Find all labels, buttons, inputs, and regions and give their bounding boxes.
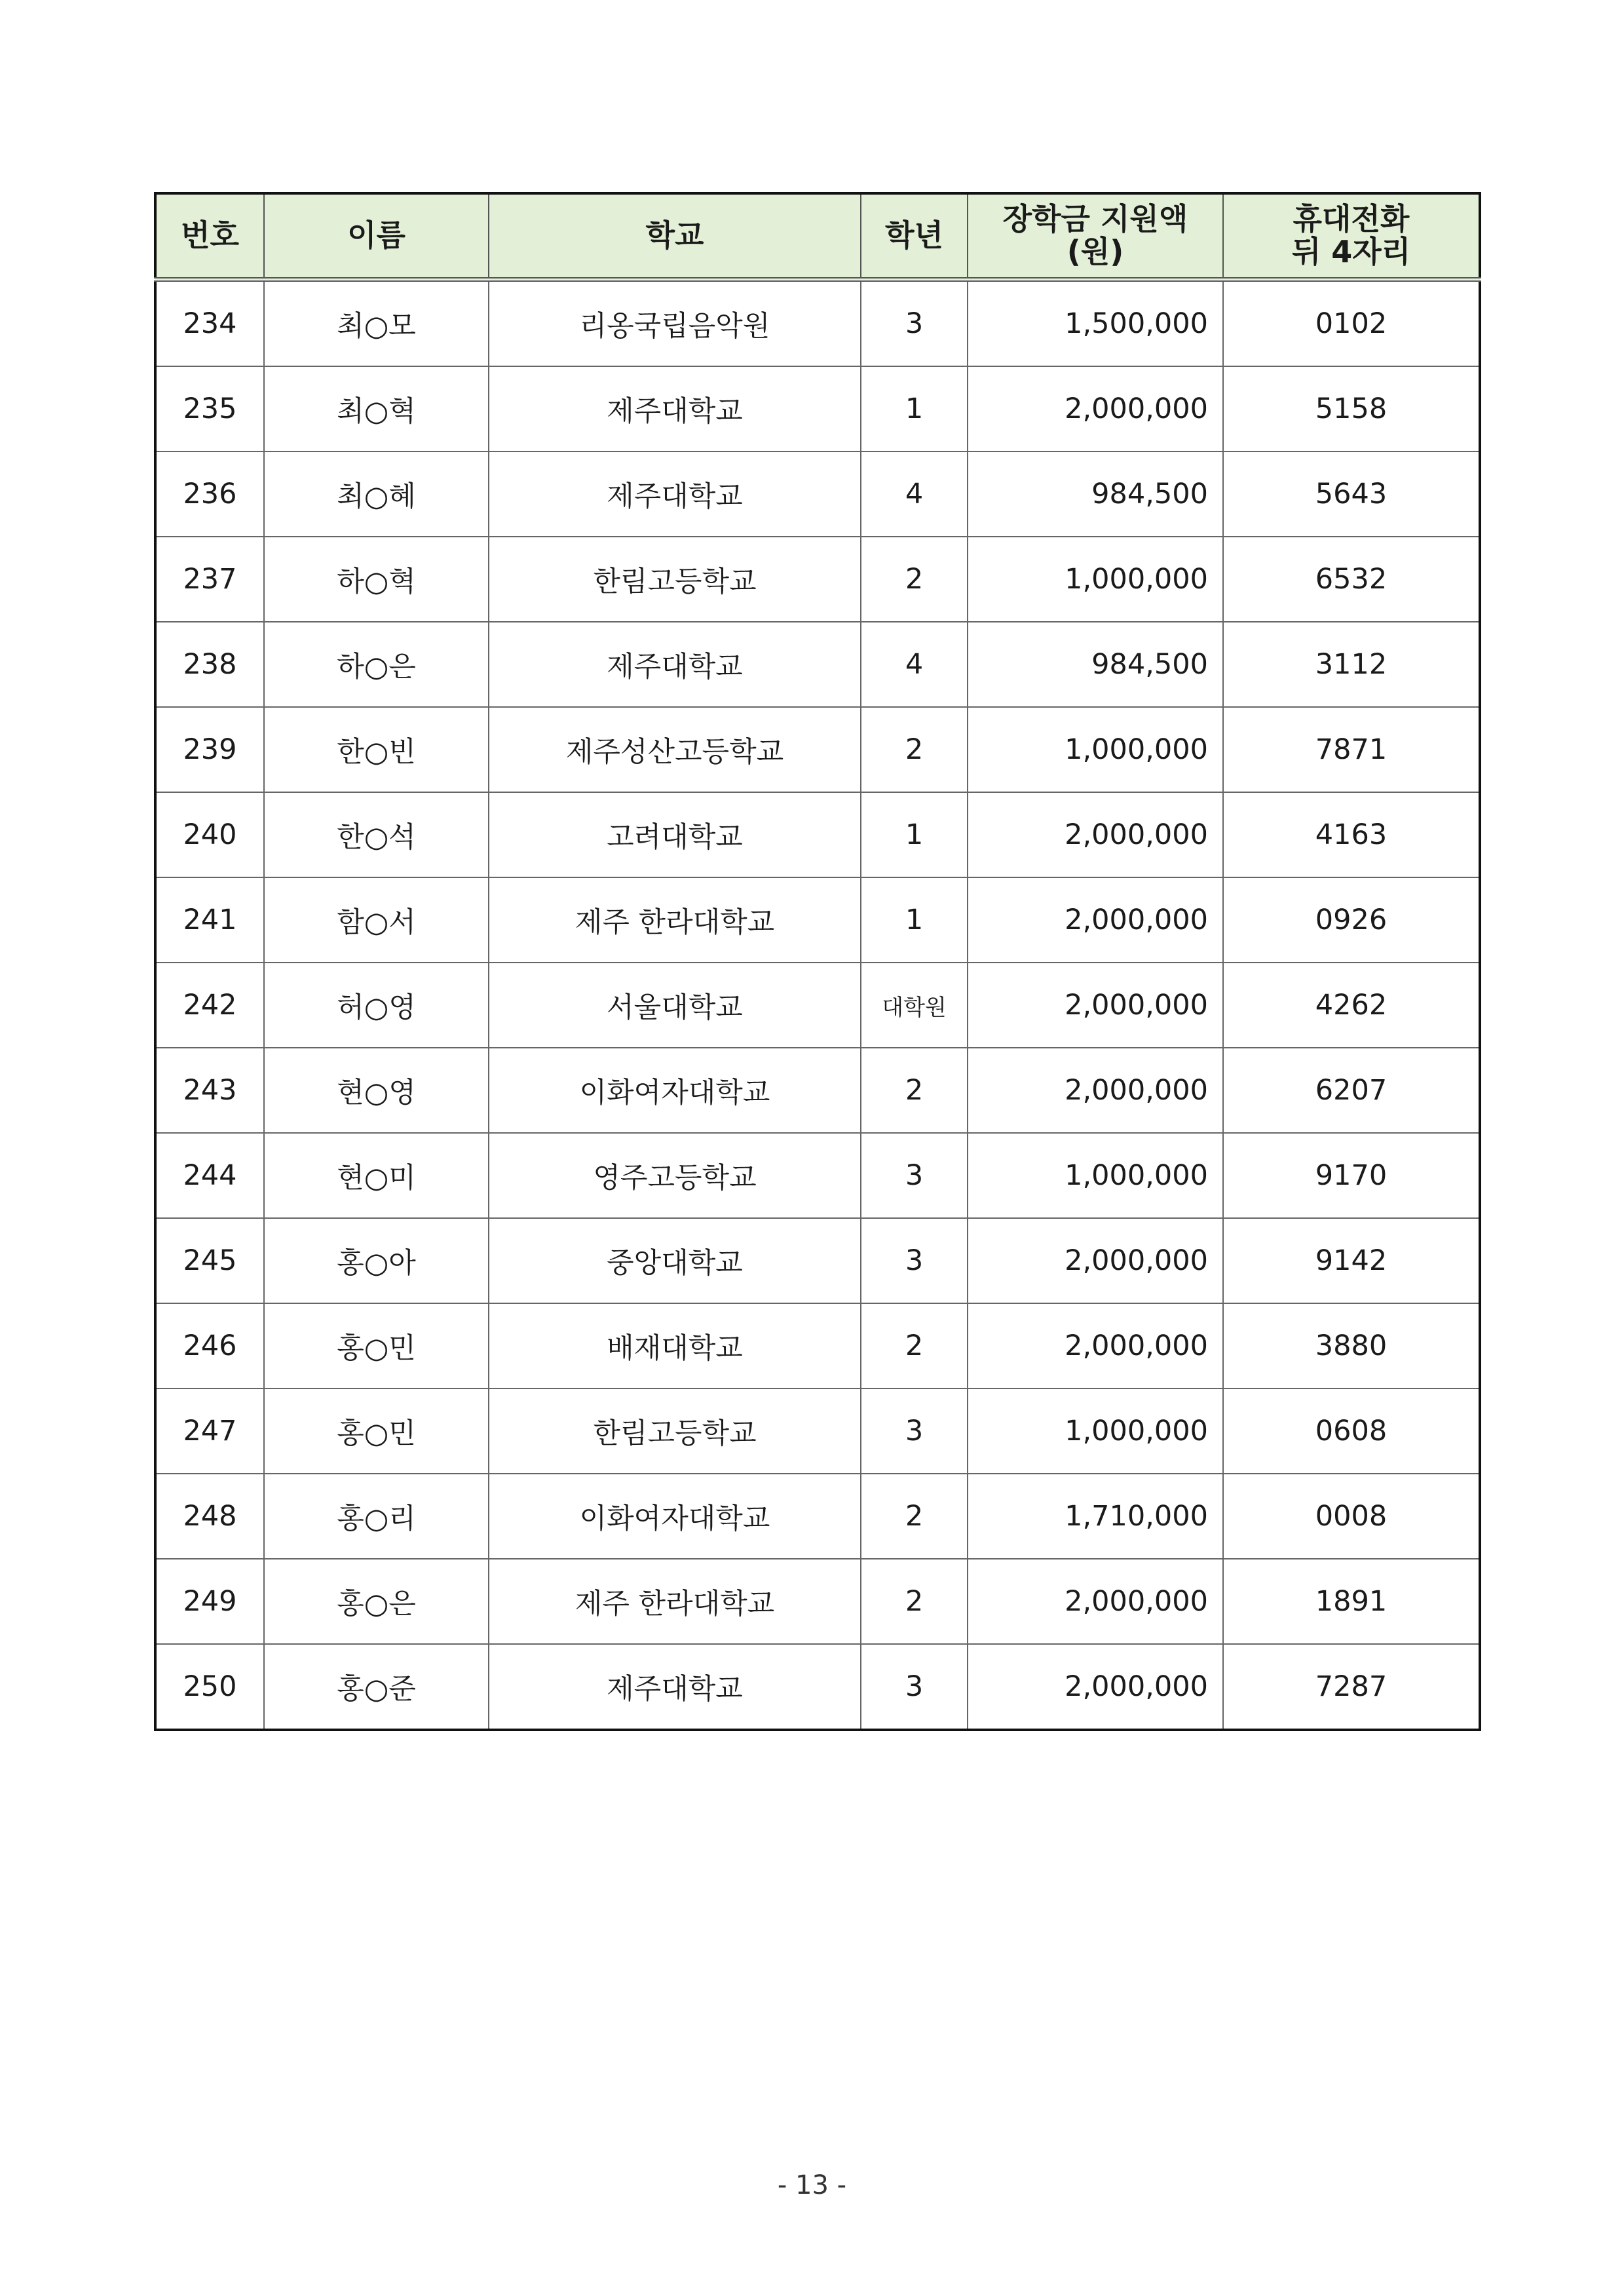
table-row — [155, 1644, 1480, 1730]
cell-amount: 2,000,000 — [968, 366, 1223, 451]
cell-no: 246 — [155, 1303, 264, 1388]
cell-phone: 6207 — [1223, 1048, 1480, 1133]
cell-name: 하○은 — [264, 622, 489, 707]
cell-amount: 1,000,000 — [968, 537, 1223, 622]
header-amount — [968, 193, 1223, 280]
cell-grade: 대학원 — [861, 963, 968, 1048]
cell-school: 제주성산고등학교 — [489, 707, 861, 792]
cell-name: 홍○민 — [264, 1303, 489, 1388]
table-body — [155, 280, 1480, 1731]
cell-no: 247 — [155, 1388, 264, 1474]
header-name: 이름 — [264, 193, 489, 280]
cell-school: 이화여자대학교 — [489, 1474, 861, 1559]
cell-phone: 7871 — [1223, 707, 1480, 792]
cell-name: 최○모 — [264, 280, 489, 367]
header-row — [155, 193, 1480, 280]
cell-phone: 4262 — [1223, 963, 1480, 1048]
table-row — [155, 1388, 1480, 1474]
cell-grade: 3 — [861, 1218, 968, 1303]
cell-grade: 4 — [861, 622, 968, 707]
table-row — [155, 1559, 1480, 1644]
cell-amount: 2,000,000 — [968, 963, 1223, 1048]
cell-no: 236 — [155, 451, 264, 537]
cell-phone: 4163 — [1223, 792, 1480, 877]
cell-no: 238 — [155, 622, 264, 707]
cell-amount: 1,000,000 — [968, 1133, 1223, 1218]
header-no: 번호 — [155, 193, 264, 280]
cell-phone: 6532 — [1223, 537, 1480, 622]
table-row — [155, 707, 1480, 792]
cell-school: 이화여자대학교 — [489, 1048, 861, 1133]
cell-amount: 1,000,000 — [968, 1388, 1223, 1474]
cell-grade: 3 — [861, 1388, 968, 1474]
table-row — [155, 1048, 1480, 1133]
cell-phone: 0926 — [1223, 877, 1480, 963]
cell-phone: 0102 — [1223, 280, 1480, 367]
table-row — [155, 1218, 1480, 1303]
cell-grade: 2 — [861, 1474, 968, 1559]
cell-school: 고려대학교 — [489, 792, 861, 877]
table-row — [155, 1474, 1480, 1559]
cell-amount: 2,000,000 — [968, 792, 1223, 877]
header-grade: 학년 — [861, 193, 968, 280]
table-row — [155, 792, 1480, 877]
cell-amount: 2,000,000 — [968, 1303, 1223, 1388]
cell-school: 중앙대학교 — [489, 1218, 861, 1303]
cell-no: 242 — [155, 963, 264, 1048]
cell-name: 현○영 — [264, 1048, 489, 1133]
cell-school: 제주대학교 — [489, 366, 861, 451]
cell-grade: 2 — [861, 1048, 968, 1133]
cell-name: 홍○은 — [264, 1559, 489, 1644]
cell-no: 249 — [155, 1559, 264, 1644]
cell-grade: 2 — [861, 537, 968, 622]
cell-name: 허○영 — [264, 963, 489, 1048]
cell-name: 홍○민 — [264, 1388, 489, 1474]
cell-no: 234 — [155, 280, 264, 367]
cell-no: 250 — [155, 1644, 264, 1730]
table-row — [155, 1303, 1480, 1388]
cell-grade: 2 — [861, 1559, 968, 1644]
cell-amount: 2,000,000 — [968, 877, 1223, 963]
cell-school: 제주대학교 — [489, 622, 861, 707]
table-row — [155, 622, 1480, 707]
header-amount-line1: 장학금 지원액 — [1002, 201, 1188, 237]
cell-phone: 5643 — [1223, 451, 1480, 537]
cell-grade: 3 — [861, 1133, 968, 1218]
cell-grade: 1 — [861, 366, 968, 451]
cell-no: 245 — [155, 1218, 264, 1303]
cell-school: 배재대학교 — [489, 1303, 861, 1388]
cell-name: 한○빈 — [264, 707, 489, 792]
cell-school: 제주대학교 — [489, 451, 861, 537]
cell-amount: 984,500 — [968, 622, 1223, 707]
table-row — [155, 877, 1480, 963]
cell-phone: 0608 — [1223, 1388, 1480, 1474]
cell-phone: 3880 — [1223, 1303, 1480, 1388]
cell-no: 235 — [155, 366, 264, 451]
table-row — [155, 280, 1480, 367]
header-phone-line2: 뒤 4자리 — [1291, 234, 1411, 269]
table-row — [155, 963, 1480, 1048]
cell-school: 서울대학교 — [489, 963, 861, 1048]
cell-no: 241 — [155, 877, 264, 963]
cell-name: 홍○아 — [264, 1218, 489, 1303]
cell-name: 홍○준 — [264, 1644, 489, 1730]
header-school: 학교 — [489, 193, 861, 280]
cell-grade: 2 — [861, 707, 968, 792]
cell-grade: 1 — [861, 877, 968, 963]
cell-no: 243 — [155, 1048, 264, 1133]
cell-amount: 1,500,000 — [968, 280, 1223, 367]
cell-amount: 2,000,000 — [968, 1644, 1223, 1730]
cell-grade: 3 — [861, 280, 968, 367]
cell-amount: 2,000,000 — [968, 1559, 1223, 1644]
cell-amount: 1,710,000 — [968, 1474, 1223, 1559]
cell-phone: 3112 — [1223, 622, 1480, 707]
cell-no: 239 — [155, 707, 264, 792]
cell-name: 한○석 — [264, 792, 489, 877]
cell-school: 제주 한라대학교 — [489, 877, 861, 963]
scholarship-table — [154, 192, 1481, 1731]
cell-phone: 0008 — [1223, 1474, 1480, 1559]
cell-grade: 1 — [861, 792, 968, 877]
cell-school: 리옹국립음악원 — [489, 280, 861, 367]
cell-phone: 9142 — [1223, 1218, 1480, 1303]
cell-no: 240 — [155, 792, 264, 877]
cell-school: 제주 한라대학교 — [489, 1559, 861, 1644]
page-number: - 13 - — [777, 2170, 847, 2200]
cell-school: 제주대학교 — [489, 1644, 861, 1730]
cell-name: 하○혁 — [264, 537, 489, 622]
table-row — [155, 451, 1480, 537]
table-row — [155, 366, 1480, 451]
table-row — [155, 537, 1480, 622]
cell-phone: 1891 — [1223, 1559, 1480, 1644]
cell-phone: 5158 — [1223, 366, 1480, 451]
table-header — [155, 193, 1480, 280]
cell-school: 한림고등학교 — [489, 1388, 861, 1474]
cell-name: 함○서 — [264, 877, 489, 963]
table-row — [155, 1133, 1480, 1218]
cell-no: 237 — [155, 537, 264, 622]
cell-no: 244 — [155, 1133, 264, 1218]
cell-grade: 3 — [861, 1644, 968, 1730]
cell-phone: 7287 — [1223, 1644, 1480, 1730]
cell-amount: 2,000,000 — [968, 1048, 1223, 1133]
cell-name: 현○미 — [264, 1133, 489, 1218]
cell-school: 한림고등학교 — [489, 537, 861, 622]
cell-amount: 2,000,000 — [968, 1218, 1223, 1303]
cell-name: 홍○리 — [264, 1474, 489, 1559]
cell-name: 최○혜 — [264, 451, 489, 537]
cell-grade: 4 — [861, 451, 968, 537]
cell-no: 248 — [155, 1474, 264, 1559]
header-phone-line1: 휴대전화 — [1293, 201, 1410, 237]
header-amount-line2: (원) — [1067, 234, 1124, 269]
header-phone — [1223, 193, 1480, 280]
cell-amount: 984,500 — [968, 451, 1223, 537]
cell-phone: 9170 — [1223, 1133, 1480, 1218]
cell-amount: 1,000,000 — [968, 707, 1223, 792]
cell-name: 최○혁 — [264, 366, 489, 451]
cell-school: 영주고등학교 — [489, 1133, 861, 1218]
cell-grade: 2 — [861, 1303, 968, 1388]
